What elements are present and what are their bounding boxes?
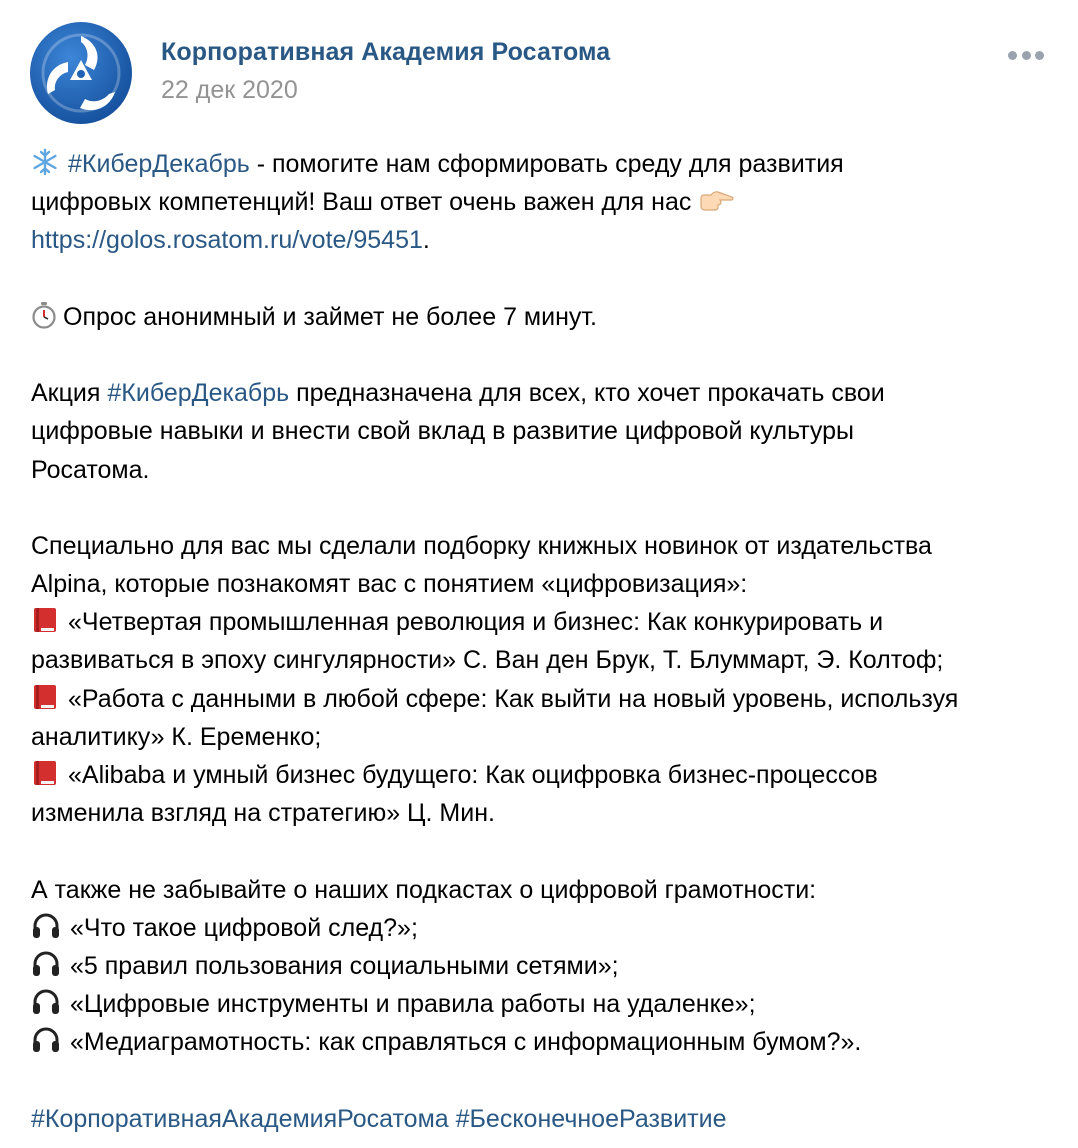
- post-date[interactable]: 22 дек 2020: [161, 76, 298, 104]
- text-span: А также не забывайте о наших подкастах о цифровой грамотности:: [31, 875, 817, 904]
- text-span: Alpina, которые познакомят вас с понятием «цифровизация»:: [31, 570, 748, 599]
- list-item: [31, 1023, 1051, 1061]
- podcast-title: «5 правил пользования социальными сетями»;: [70, 951, 619, 980]
- text-span: Специально для вас мы сделали подборку книжных новинок от издательства: [31, 531, 932, 560]
- avatar[interactable]: [30, 22, 132, 124]
- book-title: «Alibaba и умный бизнес будущего: Как оцифровка бизнес-процессов: [68, 761, 878, 789]
- list-item: [31, 985, 1051, 1023]
- text-span: Акция: [31, 379, 108, 408]
- red-book-icon: [31, 759, 59, 787]
- text-line: [31, 527, 1051, 565]
- text-line: [31, 374, 1051, 412]
- hashtag-link[interactable]: #КорпоративнаяАкадемияРосатома: [31, 1104, 449, 1133]
- text-line: [31, 565, 1051, 603]
- text-line: [31, 794, 1051, 832]
- vote-link[interactable]: https://golos.rosatom.ru/vote/95451: [31, 226, 423, 255]
- list-item: [31, 756, 1051, 794]
- text-span: .: [422, 226, 430, 255]
- text-span: изменила взгляд на стратегию» Ц. Мин.: [31, 799, 495, 828]
- hashtag-link[interactable]: #КиберДекабрь: [107, 379, 290, 408]
- text-span: цифровые навыки и внести свой вклад в развитие цифровой культуры: [31, 417, 855, 446]
- hashtags-line: [31, 1100, 1051, 1138]
- text-line: [31, 145, 1051, 183]
- podcast-title: «Медиаграмотность: как справляться с информационным бумом?».: [70, 1028, 862, 1057]
- text-span: Росатома.: [31, 455, 150, 484]
- more-dots-icon[interactable]: [1008, 48, 1044, 62]
- list-item: [31, 603, 1051, 641]
- book-title: «Работа с данными в любой сфере: Как выйти на новый уровень, используя: [68, 684, 959, 713]
- text-span: аналитику» К. Еременко;: [31, 722, 322, 751]
- text-span: предназначена для всех, кто хочет прокачать свои: [289, 379, 885, 408]
- text-line: [31, 641, 1051, 679]
- podcast-title: «Что такое цифровой след?»;: [70, 913, 418, 942]
- text-line: [31, 183, 1051, 221]
- text-line: [31, 451, 1051, 489]
- text-line: [31, 412, 1051, 450]
- text-line: [31, 871, 1051, 909]
- list-item: [31, 947, 1051, 985]
- text-span: цифровых компетенций! Ваш ответ очень важен для нас: [31, 188, 692, 217]
- list-item: [31, 680, 1051, 718]
- author-name[interactable]: Корпоративная Академия Росатома: [161, 38, 611, 66]
- hashtag-link[interactable]: #КиберДекабрь: [68, 150, 250, 178]
- text-line: [31, 221, 1051, 259]
- pointing-hand-icon: [699, 188, 735, 214]
- post-text: [31, 145, 1051, 1138]
- rosatom-logo-icon: [30, 22, 132, 124]
- podcast-title: «Цифровые инструменты и правила работы на удаленке»;: [70, 990, 756, 1019]
- headphones-icon: [31, 950, 61, 978]
- snowflake-icon: [31, 148, 59, 176]
- red-book-icon: [31, 606, 59, 634]
- headphones-icon: [31, 912, 61, 940]
- red-book-icon: [31, 683, 59, 711]
- book-title: «Четвертая промышленная революция и бизнес: Как конкурировать и: [68, 608, 884, 637]
- text-span: развиваться в эпоху сингулярности» С. Ван ден Брук, Т. Блуммарт, Э. Колтоф;: [31, 646, 944, 675]
- text-line: [31, 718, 1051, 756]
- text-span: - помогите нам сформировать среду для развития: [249, 150, 844, 178]
- stopwatch-icon: [31, 301, 57, 329]
- text-span: Опрос анонимный и займет не более 7 минут.: [63, 302, 597, 331]
- headphones-icon: [31, 988, 61, 1016]
- hashtag-link[interactable]: #БесконечноеРазвитие: [455, 1104, 727, 1133]
- text-line: [31, 298, 1051, 336]
- headphones-icon: [31, 1026, 61, 1054]
- list-item: [31, 909, 1051, 947]
